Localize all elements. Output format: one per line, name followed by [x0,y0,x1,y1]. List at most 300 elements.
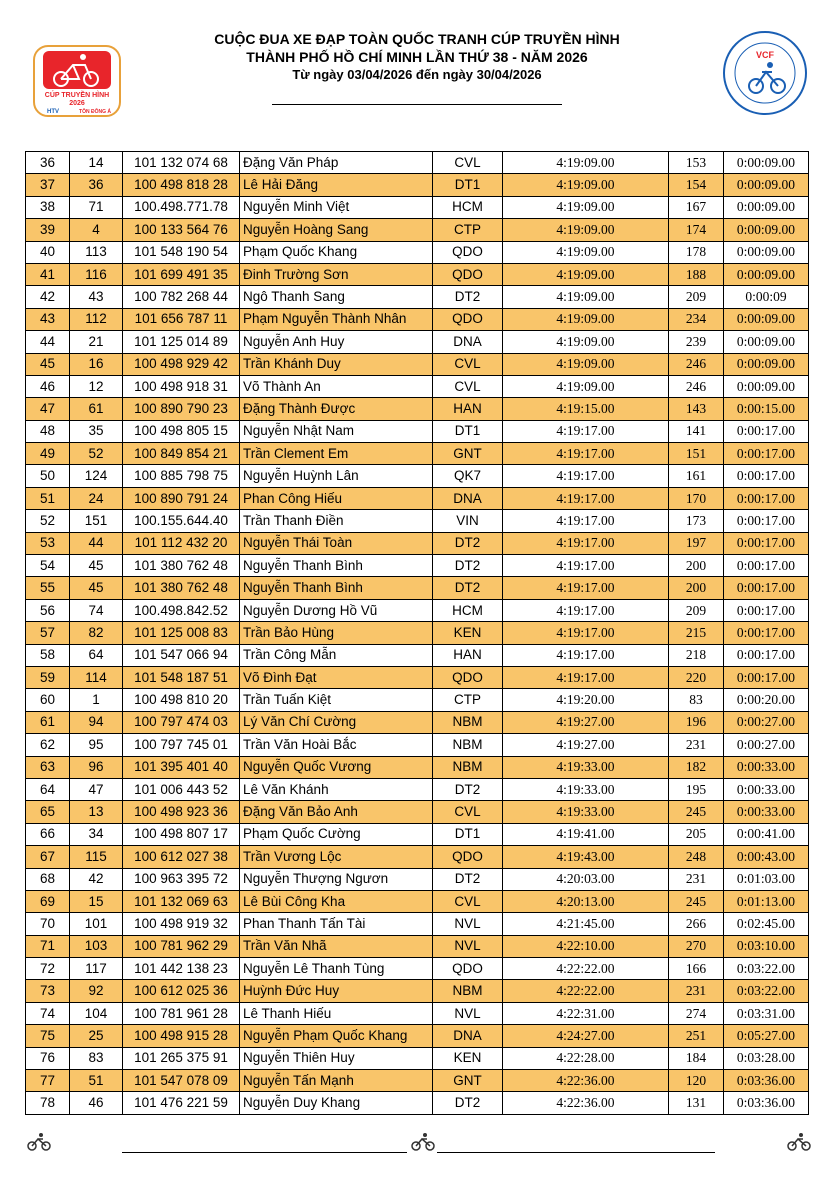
gap-cell: 0:00:27.00 [724,734,809,756]
gap-cell: 0:03:36.00 [724,1092,809,1114]
points-cell: 182 [669,756,724,778]
rank-cell: 42 [26,286,70,308]
table-row [26,711,809,733]
rank-cell: 74 [26,1002,70,1024]
points-cell: 174 [669,219,724,241]
gap-cell: 0:03:31.00 [724,1002,809,1024]
rank-cell: 54 [26,555,70,577]
cyclist-icon [26,1132,52,1152]
rank-cell: 70 [26,913,70,935]
uci-id-cell: 101 656 787 11 [123,308,240,330]
bib-cell: 92 [70,980,123,1002]
team-cell: DNA [433,331,503,353]
uci-id-cell: 101 476 221 59 [123,1092,240,1114]
bib-cell: 112 [70,308,123,330]
time-cell: 4:22:22.00 [503,980,669,1002]
time-cell: 4:19:33.00 [503,801,669,823]
uci-id-cell: 100 498 807 17 [123,823,240,845]
rider-name-cell: Huỳnh Đức Huy [240,980,433,1002]
rider-name-cell: Trần Văn Hoài Bắc [240,734,433,756]
rider-name-cell: Trần Tuấn Kiệt [240,689,433,711]
time-cell: 4:22:22.00 [503,958,669,980]
uci-id-cell: 101 380 762 48 [123,555,240,577]
uci-id-cell: 101 547 078 09 [123,1070,240,1092]
table-row [26,577,809,599]
uci-id-cell: 100 781 962 29 [123,935,240,957]
rider-name-cell: Phạm Quốc Cường [240,823,433,845]
table-row [26,958,809,980]
rider-name-cell: Lê Hải Đăng [240,174,433,196]
gap-cell: 0:00:17.00 [724,465,809,487]
gap-cell: 0:03:28.00 [724,1047,809,1069]
rank-cell: 64 [26,778,70,800]
rider-name-cell: Nguyễn Thượng Ngươn [240,868,433,890]
rider-name-cell: Lê Bùi Công Kha [240,890,433,912]
bib-cell: 4 [70,219,123,241]
bib-cell: 115 [70,846,123,868]
points-cell: 215 [669,622,724,644]
bib-cell: 104 [70,1002,123,1024]
team-cell: DT2 [433,778,503,800]
team-cell: QDO [433,958,503,980]
uci-id-cell: 101 132 074 68 [123,152,240,174]
rank-cell: 78 [26,1092,70,1114]
gap-cell: 0:00:17.00 [724,622,809,644]
bib-cell: 47 [70,778,123,800]
team-cell: DT2 [433,532,503,554]
bib-cell: 45 [70,555,123,577]
gap-cell: 0:00:09.00 [724,353,809,375]
uci-id-cell: 100.498.842.52 [123,599,240,621]
team-cell: NBM [433,711,503,733]
rider-name-cell: Nguyễn Anh Huy [240,331,433,353]
points-cell: 161 [669,465,724,487]
bib-cell: 113 [70,241,123,263]
team-cell: CTP [433,689,503,711]
bib-cell: 101 [70,913,123,935]
team-cell: GNT [433,443,503,465]
rider-name-cell: Nguyễn Phạm Quốc Khang [240,1025,433,1047]
table-row [26,599,809,621]
rider-name-cell: Lê Thanh Hiếu [240,1002,433,1024]
results-table [25,151,809,1115]
gap-cell: 0:00:17.00 [724,487,809,509]
gap-cell: 0:00:17.00 [724,599,809,621]
time-cell: 4:21:45.00 [503,913,669,935]
table-row [26,935,809,957]
table-row [26,1047,809,1069]
time-cell: 4:19:33.00 [503,756,669,778]
table-row [26,510,809,532]
time-cell: 4:19:27.00 [503,711,669,733]
bib-cell: 151 [70,510,123,532]
rider-name-cell: Võ Thành An [240,375,433,397]
bib-cell: 13 [70,801,123,823]
table-row [26,801,809,823]
rank-cell: 55 [26,577,70,599]
bib-cell: 14 [70,152,123,174]
uci-id-cell: 101 125 008 83 [123,622,240,644]
uci-id-cell: 100 963 395 72 [123,868,240,890]
time-cell: 4:19:27.00 [503,734,669,756]
table-row [26,263,809,285]
points-cell: 205 [669,823,724,845]
time-cell: 4:19:09.00 [503,196,669,218]
uci-id-cell: 100 885 798 75 [123,465,240,487]
gap-cell: 0:01:03.00 [724,868,809,890]
gap-cell: 0:00:33.00 [724,801,809,823]
uci-id-cell: 100 498 929 42 [123,353,240,375]
table-row [26,398,809,420]
rank-cell: 41 [26,263,70,285]
points-cell: 173 [669,510,724,532]
table-row [26,353,809,375]
time-cell: 4:19:17.00 [503,555,669,577]
points-cell: 166 [669,958,724,980]
table-row [26,241,809,263]
rank-cell: 40 [26,241,70,263]
time-cell: 4:19:17.00 [503,465,669,487]
team-cell: HCM [433,196,503,218]
points-cell: 231 [669,980,724,1002]
points-cell: 200 [669,555,724,577]
team-cell: QDO [433,241,503,263]
points-cell: 196 [669,711,724,733]
uci-id-cell: 101 548 190 54 [123,241,240,263]
rider-name-cell: Nguyễn Duy Khang [240,1092,433,1114]
rider-name-cell: Nguyễn Hoàng Sang [240,219,433,241]
rank-cell: 73 [26,980,70,1002]
rank-cell: 51 [26,487,70,509]
rank-cell: 72 [26,958,70,980]
rank-cell: 45 [26,353,70,375]
gap-cell: 0:00:17.00 [724,510,809,532]
rank-cell: 67 [26,846,70,868]
rider-name-cell: Trần Clement Em [240,443,433,465]
rider-name-cell: Trần Công Mẫn [240,644,433,666]
team-cell: QK7 [433,465,503,487]
rider-name-cell: Phạm Nguyễn Thành Nhân [240,308,433,330]
points-cell: 266 [669,913,724,935]
table-row [26,980,809,1002]
time-cell: 4:19:15.00 [503,398,669,420]
team-cell: CVL [433,353,503,375]
rider-name-cell: Nguyễn Thiên Huy [240,1047,433,1069]
cyclist-icon [786,1132,812,1152]
cyclist-icon [410,1132,436,1152]
team-cell: DT2 [433,286,503,308]
uci-id-cell: 100 498 810 20 [123,689,240,711]
gap-cell: 0:05:27.00 [724,1025,809,1047]
team-cell: HCM [433,599,503,621]
time-cell: 4:19:09.00 [503,219,669,241]
points-cell: 151 [669,443,724,465]
uci-id-cell: 100 781 961 28 [123,1002,240,1024]
bib-cell: 61 [70,398,123,420]
bib-cell: 44 [70,532,123,554]
points-cell: 131 [669,1092,724,1114]
team-cell: NBM [433,734,503,756]
rank-cell: 49 [26,443,70,465]
team-cell: DNA [433,1025,503,1047]
points-cell: 153 [669,152,724,174]
time-cell: 4:19:41.00 [503,823,669,845]
time-cell: 4:24:27.00 [503,1025,669,1047]
rank-cell: 52 [26,510,70,532]
bib-cell: 95 [70,734,123,756]
points-cell: 209 [669,286,724,308]
event-dates: Từ ngày 03/04/2026 đến ngày 30/04/2026 [292,67,542,82]
gap-cell: 0:00:17.00 [724,420,809,442]
gap-cell: 0:00:09.00 [724,263,809,285]
rank-cell: 66 [26,823,70,845]
bib-cell: 43 [70,286,123,308]
bib-cell: 52 [70,443,123,465]
cup-logo [33,45,121,117]
points-cell: 234 [669,308,724,330]
team-cell: DT1 [433,174,503,196]
rider-name-cell: Nguyễn Minh Việt [240,196,433,218]
gap-cell: 0:00:09.00 [724,152,809,174]
rider-name-cell: Phan Thanh Tấn Tài [240,913,433,935]
table-row [26,644,809,666]
table-row [26,734,809,756]
bib-cell: 46 [70,1092,123,1114]
bib-cell: 25 [70,1025,123,1047]
team-cell: DT2 [433,1092,503,1114]
rider-name-cell: Trần Vương Lộc [240,846,433,868]
points-cell: 274 [669,1002,724,1024]
rank-cell: 77 [26,1070,70,1092]
rider-name-cell: Nguyễn Huỳnh Lân [240,465,433,487]
uci-id-cell: 101 442 138 23 [123,958,240,980]
gap-cell: 0:00:09.00 [724,308,809,330]
points-cell: 83 [669,689,724,711]
table-row [26,890,809,912]
team-cell: NVL [433,1002,503,1024]
rider-name-cell: Nguyễn Dương Hồ Vũ [240,599,433,621]
points-cell: 167 [669,196,724,218]
time-cell: 4:19:20.00 [503,689,669,711]
team-cell: QDO [433,846,503,868]
rank-cell: 43 [26,308,70,330]
points-cell: 270 [669,935,724,957]
points-cell: 141 [669,420,724,442]
header-divider [272,104,562,105]
table-row [26,152,809,174]
rank-cell: 75 [26,1025,70,1047]
gap-cell: 0:03:10.00 [724,935,809,957]
rider-name-cell: Lý Văn Chí Cường [240,711,433,733]
uci-id-cell: 100 498 923 36 [123,801,240,823]
footer-divider-right [437,1152,715,1153]
points-cell: 220 [669,666,724,688]
event-subtitle: THÀNH PHỐ HỒ CHÍ MINH LẦN THỨ 38 - NĂM 2026 [246,49,588,65]
gap-cell: 0:00:43.00 [724,846,809,868]
bib-cell: 34 [70,823,123,845]
rank-cell: 37 [26,174,70,196]
points-cell: 246 [669,375,724,397]
bib-cell: 1 [70,689,123,711]
time-cell: 4:22:36.00 [503,1092,669,1114]
rider-name-cell: Trần Thanh Điền [240,510,433,532]
gap-cell: 0:02:45.00 [724,913,809,935]
bib-cell: 35 [70,420,123,442]
gap-cell: 0:00:33.00 [724,756,809,778]
rank-cell: 76 [26,1047,70,1069]
time-cell: 4:19:17.00 [503,510,669,532]
table-row [26,174,809,196]
time-cell: 4:19:17.00 [503,443,669,465]
rank-cell: 56 [26,599,70,621]
gap-cell: 0:00:17.00 [724,577,809,599]
time-cell: 4:19:17.00 [503,577,669,599]
table-row [26,846,809,868]
table-row [26,219,809,241]
points-cell: 178 [669,241,724,263]
time-cell: 4:22:31.00 [503,1002,669,1024]
team-cell: NVL [433,913,503,935]
table-row [26,375,809,397]
uci-id-cell: 101 380 762 48 [123,577,240,599]
rank-cell: 39 [26,219,70,241]
time-cell: 4:19:09.00 [503,308,669,330]
bib-cell: 71 [70,196,123,218]
bib-cell: 114 [70,666,123,688]
gap-cell: 0:01:13.00 [724,890,809,912]
time-cell: 4:19:33.00 [503,778,669,800]
gap-cell: 0:00:09.00 [724,375,809,397]
table-row [26,420,809,442]
bib-cell: 51 [70,1070,123,1092]
points-cell: 200 [669,577,724,599]
rider-name-cell: Ngô Thanh Sang [240,286,433,308]
svg-text:TÔN ĐÔNG Á: TÔN ĐÔNG Á [79,109,111,115]
team-cell: HAN [433,398,503,420]
time-cell: 4:22:10.00 [503,935,669,957]
points-cell: 239 [669,331,724,353]
bib-cell: 36 [70,174,123,196]
rank-cell: 60 [26,689,70,711]
svg-text:CÚP TRUYỀN HÌNH: CÚP TRUYỀN HÌNH [44,92,110,99]
bib-cell: 74 [70,599,123,621]
points-cell: 143 [669,398,724,420]
uci-id-cell: 101 125 014 89 [123,331,240,353]
team-cell: NBM [433,980,503,1002]
rider-name-cell: Đặng Văn Bảo Anh [240,801,433,823]
table-row [26,823,809,845]
uci-id-cell: 100 498 818 28 [123,174,240,196]
team-cell: NBM [433,756,503,778]
points-cell: 245 [669,801,724,823]
rank-cell: 61 [26,711,70,733]
rider-name-cell: Võ Đình Đạt [240,666,433,688]
table-row [26,1002,809,1024]
points-cell: 246 [669,353,724,375]
bib-cell: 21 [70,331,123,353]
rank-cell: 58 [26,644,70,666]
uci-id-cell: 100.498.771.78 [123,196,240,218]
rider-name-cell: Đặng Thành Được [240,398,433,420]
team-cell: QDO [433,308,503,330]
rider-name-cell: Trần Khánh Duy [240,353,433,375]
team-cell: KEN [433,1047,503,1069]
rank-cell: 47 [26,398,70,420]
gap-cell: 0:00:20.00 [724,689,809,711]
bib-cell: 83 [70,1047,123,1069]
rank-cell: 44 [26,331,70,353]
vcf-logo [722,30,808,116]
gap-cell: 0:00:17.00 [724,666,809,688]
time-cell: 4:19:09.00 [503,263,669,285]
rank-cell: 38 [26,196,70,218]
team-cell: KEN [433,622,503,644]
uci-id-cell: 100 797 745 01 [123,734,240,756]
bib-cell: 94 [70,711,123,733]
table-row [26,532,809,554]
rank-cell: 68 [26,868,70,890]
team-cell: DT1 [433,420,503,442]
rank-cell: 50 [26,465,70,487]
time-cell: 4:19:17.00 [503,666,669,688]
table-row [26,622,809,644]
rank-cell: 36 [26,152,70,174]
svg-text:VCF: VCF [756,50,774,60]
gap-cell: 0:00:33.00 [724,778,809,800]
table-row [26,443,809,465]
uci-id-cell: 100 849 854 21 [123,443,240,465]
bib-cell: 116 [70,263,123,285]
rider-name-cell: Nguyễn Thái Toàn [240,532,433,554]
bib-cell: 45 [70,577,123,599]
points-cell: 248 [669,846,724,868]
time-cell: 4:22:28.00 [503,1047,669,1069]
bib-cell: 96 [70,756,123,778]
time-cell: 4:19:09.00 [503,286,669,308]
gap-cell: 0:03:22.00 [724,958,809,980]
uci-id-cell: 101 132 069 63 [123,890,240,912]
table-row [26,913,809,935]
bib-cell: 117 [70,958,123,980]
gap-cell: 0:00:09.00 [724,219,809,241]
points-cell: 209 [669,599,724,621]
team-cell: DT2 [433,577,503,599]
rank-cell: 59 [26,666,70,688]
team-cell: NVL [433,935,503,957]
time-cell: 4:20:13.00 [503,890,669,912]
rank-cell: 71 [26,935,70,957]
uci-id-cell: 101 112 432 20 [123,532,240,554]
points-cell: 154 [669,174,724,196]
bib-cell: 42 [70,868,123,890]
team-cell: GNT [433,1070,503,1092]
svg-text:2026: 2026 [69,100,85,107]
event-title: CUỘC ĐUA XE ĐẠP TOÀN QUỐC TRANH CÚP TRUYỀN HÌNH [214,31,620,47]
gap-cell: 0:00:17.00 [724,443,809,465]
table-row [26,1025,809,1047]
uci-id-cell: 100 890 791 24 [123,487,240,509]
uci-id-cell: 100.155.644.40 [123,510,240,532]
table-row [26,331,809,353]
gap-cell: 0:00:09.00 [724,331,809,353]
uci-id-cell: 100 782 268 44 [123,286,240,308]
uci-id-cell: 100 498 805 15 [123,420,240,442]
rank-cell: 65 [26,801,70,823]
rider-name-cell: Nguyễn Lê Thanh Tùng [240,958,433,980]
uci-id-cell: 101 006 443 52 [123,778,240,800]
uci-id-cell: 101 547 066 94 [123,644,240,666]
rider-name-cell: Đinh Trường Sơn [240,263,433,285]
